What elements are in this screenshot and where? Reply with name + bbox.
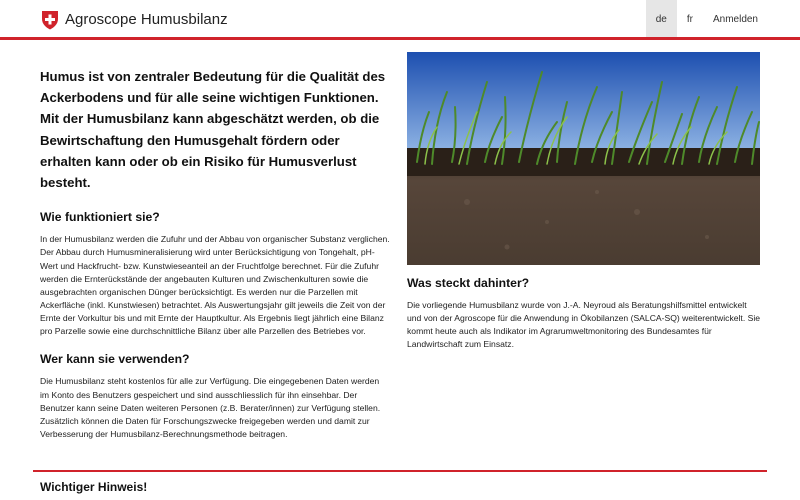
app-header [0,0,800,40]
section-text-who-can-use: Die Humusbilanz steht kostenlos für alle zur Verfügung. Die eingegebenen Daten werden im Konto des Benutzers gespeichert und sind ausschliesslich für ihn einsehbar. Der Benutzer kann seine Daten weiteren Personen (z.B. Berater/innen) zur Verfügung stellen. Zusätzlich können die Daten für Forschungszwecke freigegeben werden und damit zur Verbesserung der Humusbilanz-Berechnungsmethode beitragen. [40,376,381,440]
section-text-how-it-works: In der Humusbilanz werden die Zufuhr und der Abbau von organischer Substanz verglichen. Der Abbau durch Humusmineralisierung wird unter Berücksichtigung von Tongehalt, pH-Wert und Hackfrucht- bzw. Kunstwieseanteil an der Fruchtfolge berechnet. Für die Zufuhr werden die Ernterückstände der angebauten Kulturen und Zwischenkulturen sowie die ausgebrachten organischen Dünger berücksichtigt. Es werden nur die Parzellen mit Ackerfläche (inkl. Kunstwiesen) betrachtet. Als Auswertungsjahr gilt jeweils die Zeit von der Ernte der Vorkultur bis und mit Ernte der Hauptkultur. Als Ergebnis liegt jährlich eine Bilanz pro Parzelle sowie eine durchschnittliche Bilanz über alle Parzellen des Betriebes vor. [40,234,390,337]
soil-profile-photo [407,52,760,265]
nav-language-fr[interactable]: fr [686,14,693,25]
section-text-background: Die vorliegende Humusbilanz wurde von J.-A. Neyroud als Beratungshilfsmittel entwickelt und von der Agroscope für die Anwendung in Ökobilanzen (SALCA-SQ) weiterentwickelt. Sie kommt heute auch als Indikator im Agrarumweltmonitoring des Bundesamtes für Landwirtschaft zum Einsatz. [407,300,761,350]
intro-lead-text: Humus ist von zentraler Bedeutung für die Qualität des Ackerbodens und für alle seine wichtigen Funktionen. Mit der Humusbilanz kann abgeschätzt werden, ob die Bewirtschaftung den Humusgehalt fördern oder erhalten kann oder ob ein Risiko für Humusverlust besteht. [40,69,386,191]
swiss-cross-logo-icon[interactable] [40,10,60,30]
footer-divider [33,470,767,472]
main-left-column [40,66,390,441]
important-notice-heading: Wichtiger Hinweis! [40,480,148,494]
app-title[interactable]: Agroscope Humusbilanz [65,11,228,28]
top-nav [646,0,768,37]
section-heading-how-it-works: Wie funktioniert sie? [40,210,160,225]
section-heading-who-can-use: Wer kann sie verwenden? [40,352,190,367]
nav-language-de[interactable]: de [646,0,677,37]
soil-profile-image-icon [407,52,760,265]
section-heading-background: Was steckt dahinter? [407,276,530,290]
nav-login[interactable]: Anmelden [712,14,758,25]
